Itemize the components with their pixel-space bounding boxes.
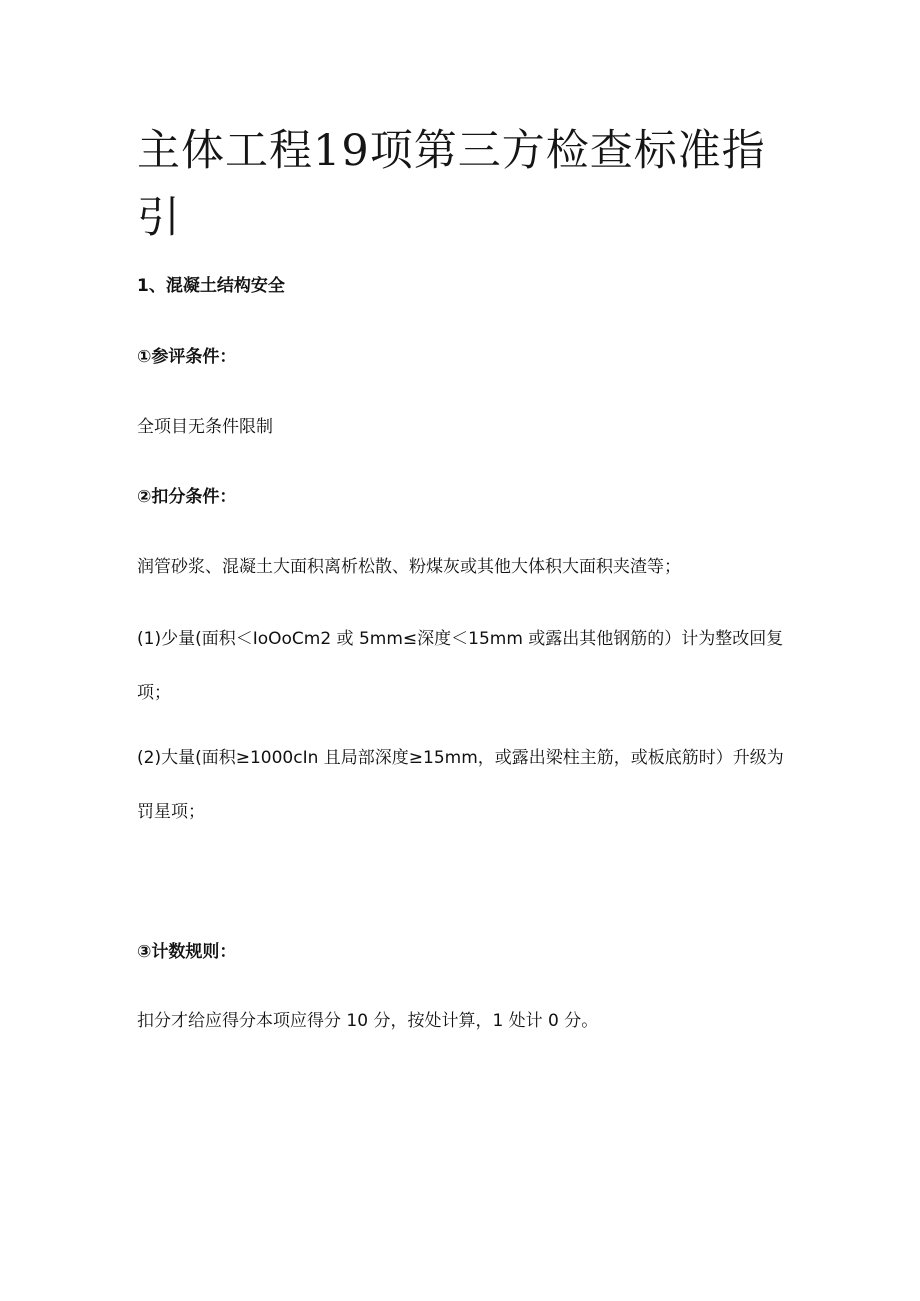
eligibility-label: ①参评条件： xyxy=(137,347,237,367)
eligibility-text: 全项目无条件限制 xyxy=(137,417,273,437)
scoring-text: 扣分才给应得分本项应得分 10 分，按处计算，1 处计 0 分。 xyxy=(137,1011,599,1031)
deduction-item-major: (2)大量(面积≥1000cIn 且局部深度≥15mm，或露出梁柱主筋，或板底筋时）升级为罚星项； xyxy=(137,748,784,822)
document-title: 主体工程19项第三方检查标准指引 xyxy=(137,126,766,243)
section-heading: 1、混凝土结构安全 xyxy=(137,276,285,296)
scoring-label: ③计数规则： xyxy=(137,942,237,962)
deduction-intro: 润管砂浆、混凝土大面积离析松散、粉煤灰或其他大体积大面积夹渣等； xyxy=(137,557,681,577)
deduction-label: ②扣分条件： xyxy=(137,487,237,507)
deduction-item-minor: (1)少量(面积＜IoOoCm2 或 5mm≤深度＜15mm 或露出其他钢筋的）计为整改回复项； xyxy=(137,629,784,703)
